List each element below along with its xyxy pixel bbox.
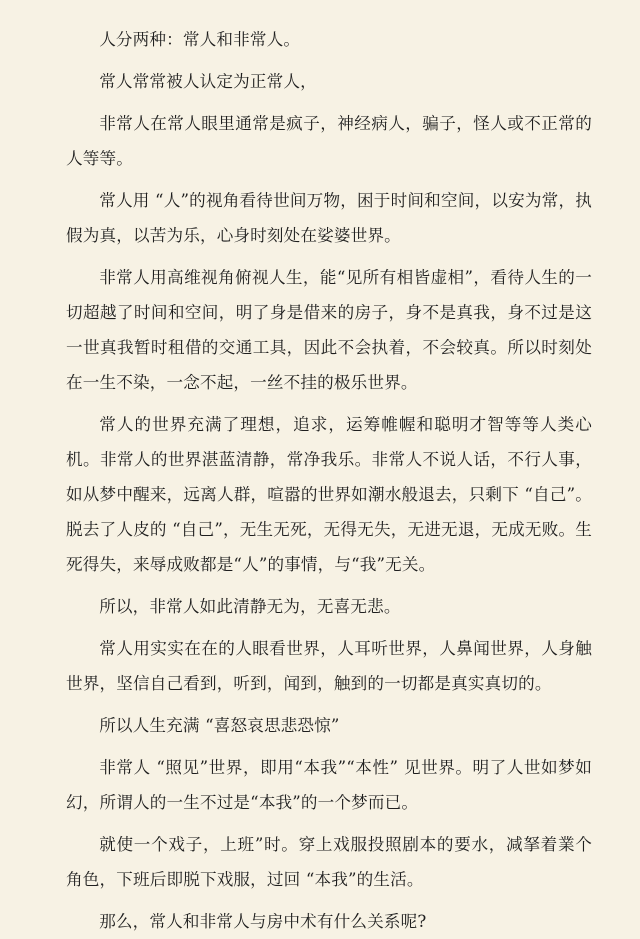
- paragraph: 非常人用高维视角俯视人生，能“见所有相皆虚相”，看待人生的一切超越了时间和空间，明了身是借来的房子，身不是真我，身不过是这一世真我暂时租借的交通工具，因此不会执着，不会较真。所以时刻处在一生不染，一念不起，一丝不挂的极乐世界。: [66, 268, 592, 392]
- paragraph: 非常人 “照见”世界，即用“本我”“本性” 见世界。明了人世如梦如幻，所谓人的一生不过是“本我”的一个梦而已。: [66, 758, 592, 812]
- paragraph: 所以，非常人如此清静无为，无喜无悲。: [99, 597, 401, 616]
- paragraph: 就使一个戏子，上班”时。穿上戏服投照剧本的要水，减拏着業个角色，下班后即脱下戏服，过回 “本我”的生活。: [66, 835, 592, 889]
- paragraph: 常人的世界充满了理想，追求，运筹帷幄和聪明才智等等人类心机。非常人的世界湛蓝清静，常净我乐。非常人不说人话，不行人事，如从梦中醒来，远离人群，喧嚣的世界如潮水般退去，只剩下 “自己”。脱去了人皮的 “自己”，无生无死，无得无失，无进无退，无成无败。生死得失，来辱成败都是“人”的事情，与“我”无关。: [66, 415, 592, 574]
- paragraph: 常人常常被人认定为正常人，: [99, 72, 317, 91]
- paragraph: 非常人在常人眼里通常是疯子，神经病人，骗子，怪人或不正常的人等等。: [66, 114, 592, 168]
- paragraph: 那么，常人和非常人与房中术有什么关系呢?: [99, 912, 427, 931]
- paragraph: 常人用 “人”的视角看待世间万物，困于时间和空间，以安为常，执假为真，以苦为乐，心身时刻处在娑婆世界。: [66, 191, 592, 245]
- paragraph: 人分两种：常人和非常人。: [99, 30, 301, 49]
- paragraph: 所以人生充满 “喜怒哀思悲恐惊”: [99, 716, 340, 735]
- paragraph: 常人用实实在在的人眼看世界，人耳听世界，人鼻闻世界，人身触世界，坚信自己看到，听到，闻到，触到的一切都是真实真切的。: [66, 639, 592, 693]
